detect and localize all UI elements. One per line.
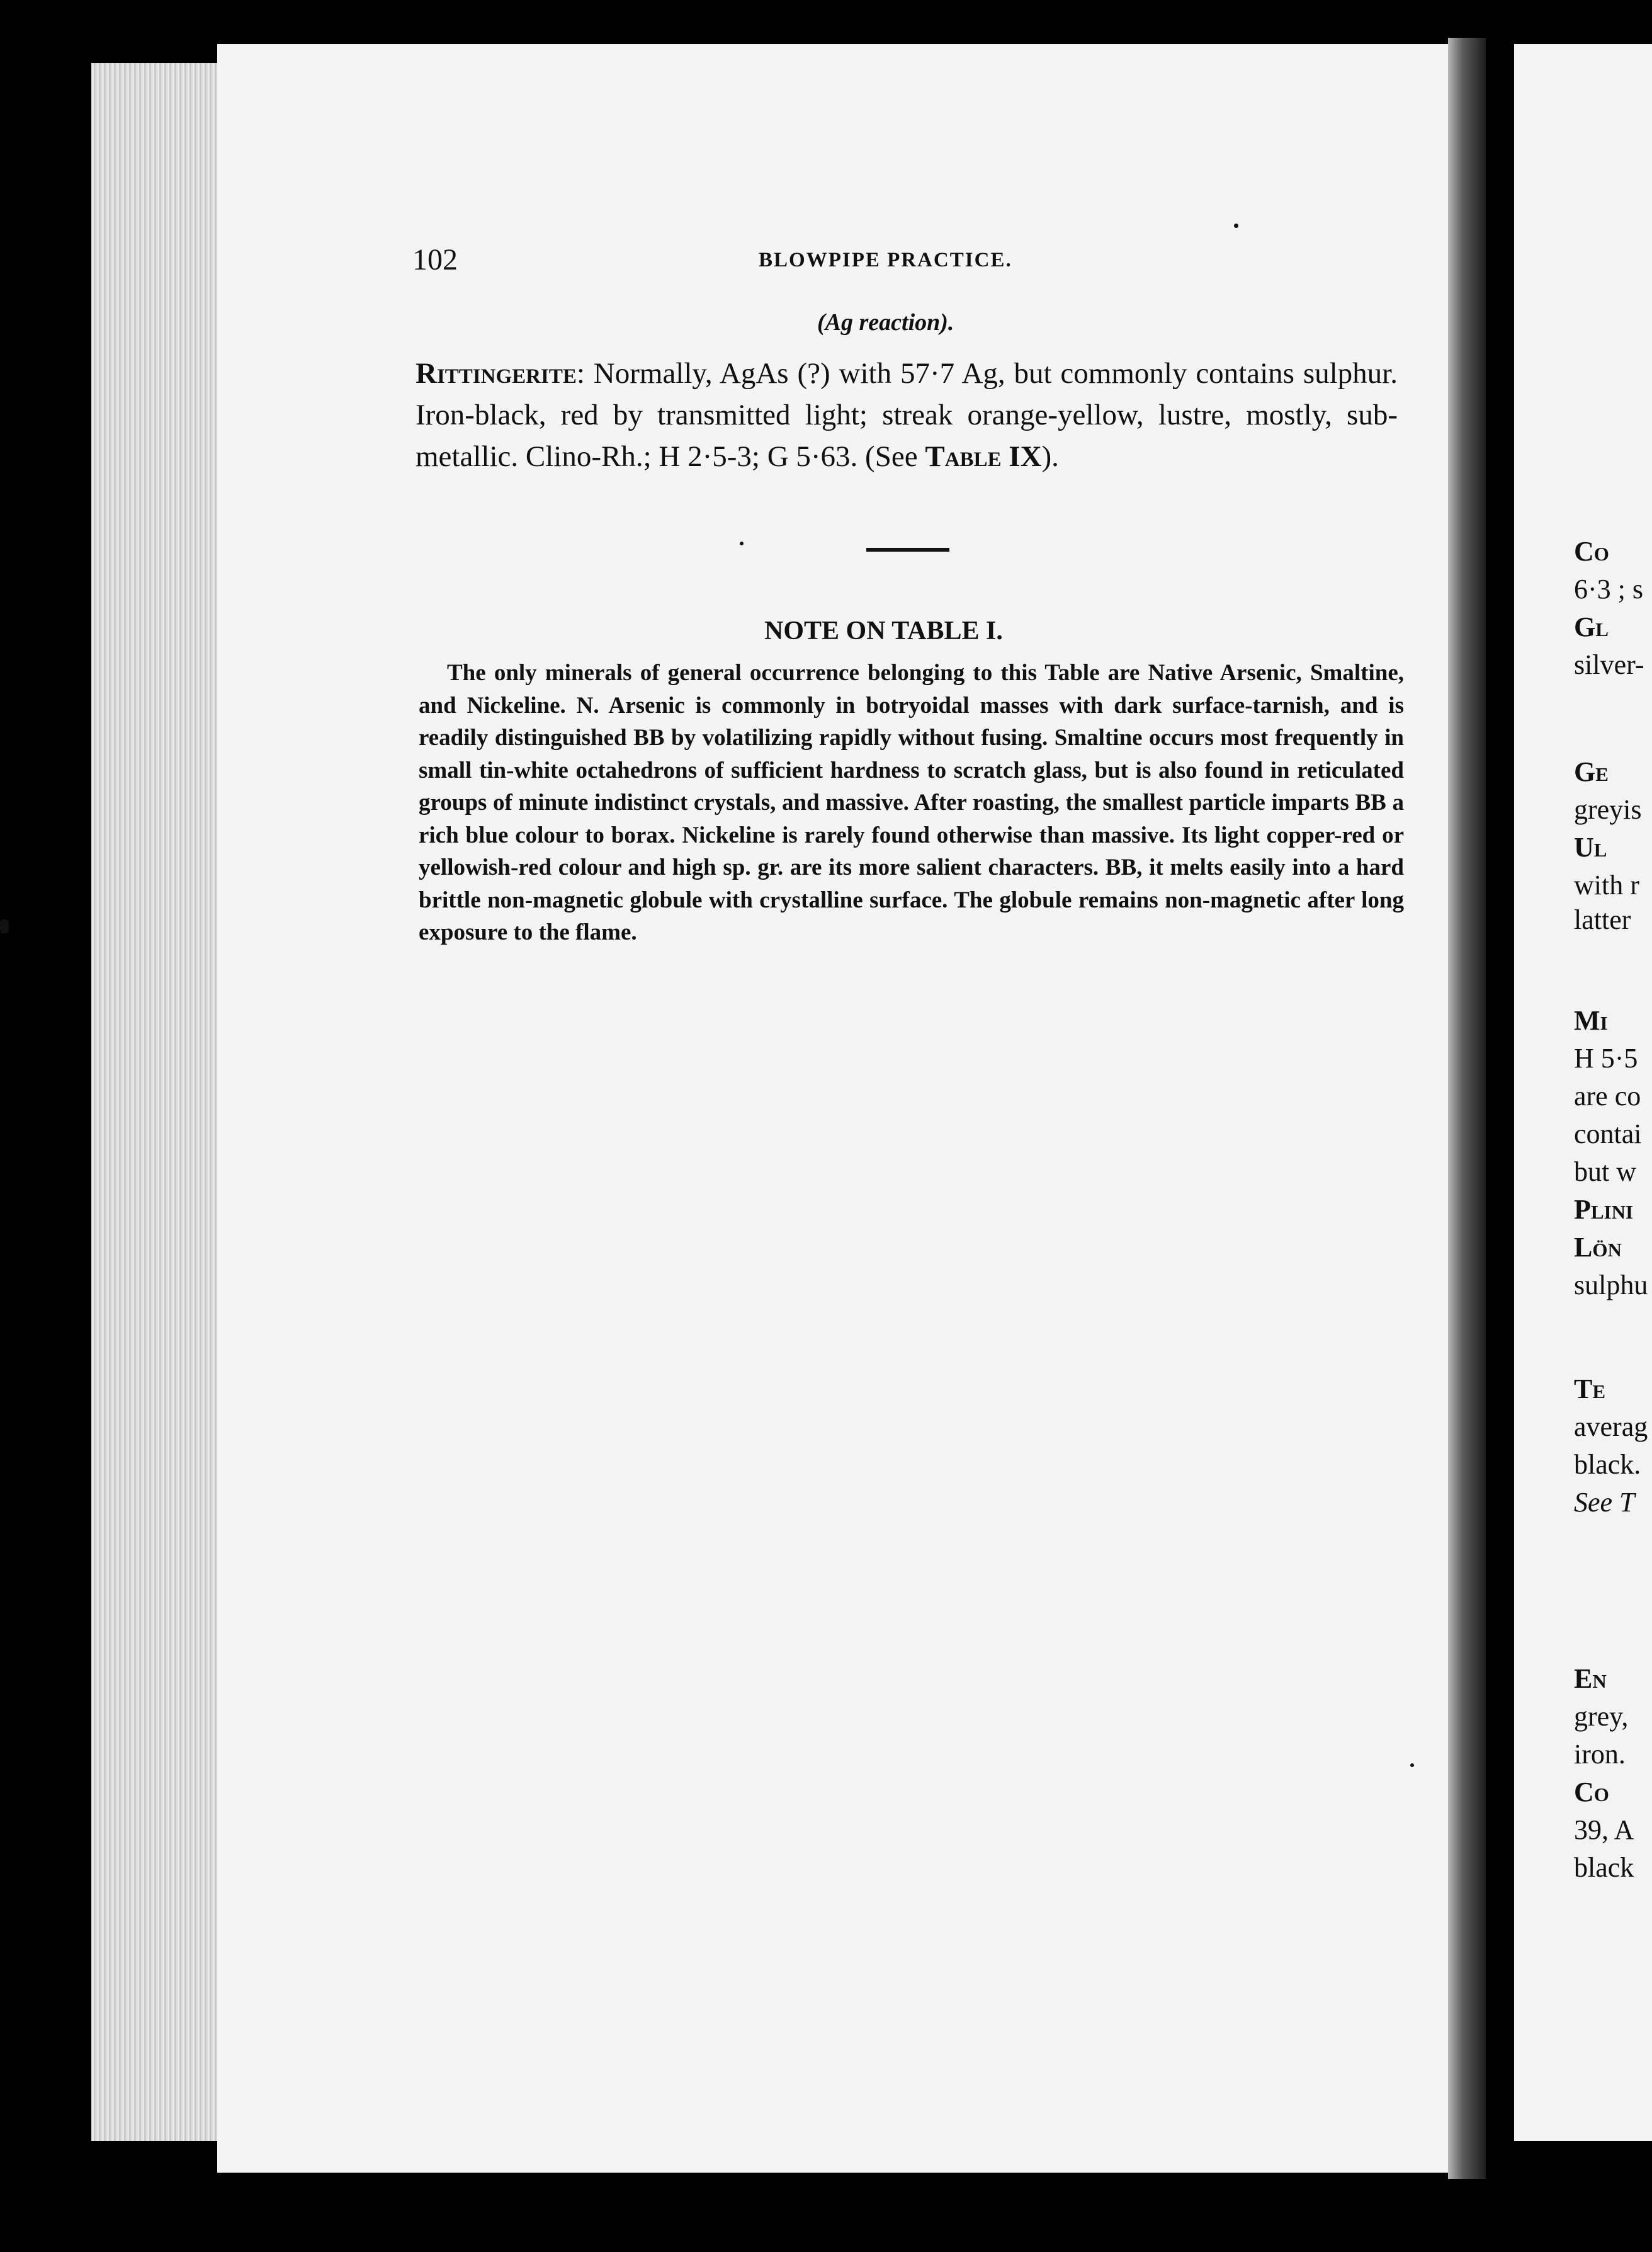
right-fragment: 39, A (1574, 1814, 1634, 1845)
right-fragment: black (1574, 1852, 1634, 1883)
right-fragment: silver- (1574, 649, 1644, 680)
right-fragment: but w (1574, 1156, 1636, 1187)
right-fragment: are co (1574, 1081, 1641, 1112)
right-fragment: Co (1574, 1777, 1609, 1807)
running-head: BLOWPIPE PRACTICE. (759, 249, 1012, 271)
right-fragment: iron. (1574, 1739, 1626, 1770)
print-speck (740, 542, 744, 545)
book-gutter (1448, 38, 1486, 2179)
right-fragment: grey, (1574, 1701, 1629, 1732)
right-fragment: Lön (1574, 1232, 1622, 1263)
right-fragment: H 5·5 (1574, 1043, 1638, 1074)
right-fragment: Gl (1574, 611, 1609, 642)
right-fragment: black. (1574, 1449, 1641, 1480)
right-fragment: En (1574, 1663, 1607, 1694)
print-speck (1410, 1763, 1414, 1767)
right-fragment: greyis (1574, 794, 1642, 825)
right-fragment: latter (1574, 904, 1631, 935)
right-fragment: Mi (1574, 1005, 1608, 1036)
right-fragment: sulphu (1574, 1270, 1648, 1300)
right-fragment: averag (1574, 1411, 1648, 1442)
page-edges (91, 63, 220, 2141)
rittingerite-entry (416, 353, 1398, 477)
right-fragment: See T (1574, 1487, 1635, 1518)
note-heading: NOTE ON TABLE I. (764, 617, 1003, 645)
page-number: 102 (412, 243, 458, 276)
right-fragment: contai (1574, 1118, 1642, 1149)
mineral-description: : Normally, AgAs (?) with 57·7 Ag, but commonly contains sulphur. Iron-black, red by transmitted light; streak orange-yellow, lustre, mostly, sub-metallic. Clino-Rh.; H 2·5-3; G 5·63. (See (416, 357, 1398, 473)
mineral-name: Rittingerite (416, 357, 577, 390)
table-reference: Table IX (925, 440, 1042, 473)
margin-mark (0, 919, 9, 933)
note-body: The only minerals of general occurrence belonging to this Table are Native Arsenic, Smaltine, and Nickeline. N. Arsenic is commonly in botryoidal masses with dark surface-tarnish, and is readily distinguished BB by volatilizing rapidly without fusing. Smaltine occurs most frequently in small tin-white octahedrons of sufficient hardness to scratch glass, but is also found in reticulated groups of minute indistinct crystals, and massive. After roasting, the smallest particle imparts BB a rich blue colour to borax. Nickeline is rarely found otherwise than massive. Its light copper-red or yellowish-red colour and high sp. gr. are its more salient characters. BB, it melts easily into a hard brittle non-magnetic globule with crystalline surface. The globule remains non-magnetic after long exposure to the flame. (419, 660, 1404, 945)
right-fragment: Ul (1574, 832, 1607, 863)
print-speck (1234, 224, 1238, 228)
section-subheading: (Ag reaction). (817, 309, 954, 336)
right-page (1514, 44, 1652, 2141)
section-rule (866, 548, 949, 552)
right-fragment: Te (1574, 1373, 1606, 1404)
right-fragment: with r (1574, 870, 1639, 901)
right-fragment: Plini (1574, 1194, 1634, 1225)
right-fragment: Co (1574, 536, 1609, 567)
entry-tail: ). (1041, 440, 1059, 473)
right-fragment: 6·3 ; s (1574, 574, 1643, 605)
right-fragment: Ge (1574, 756, 1609, 787)
